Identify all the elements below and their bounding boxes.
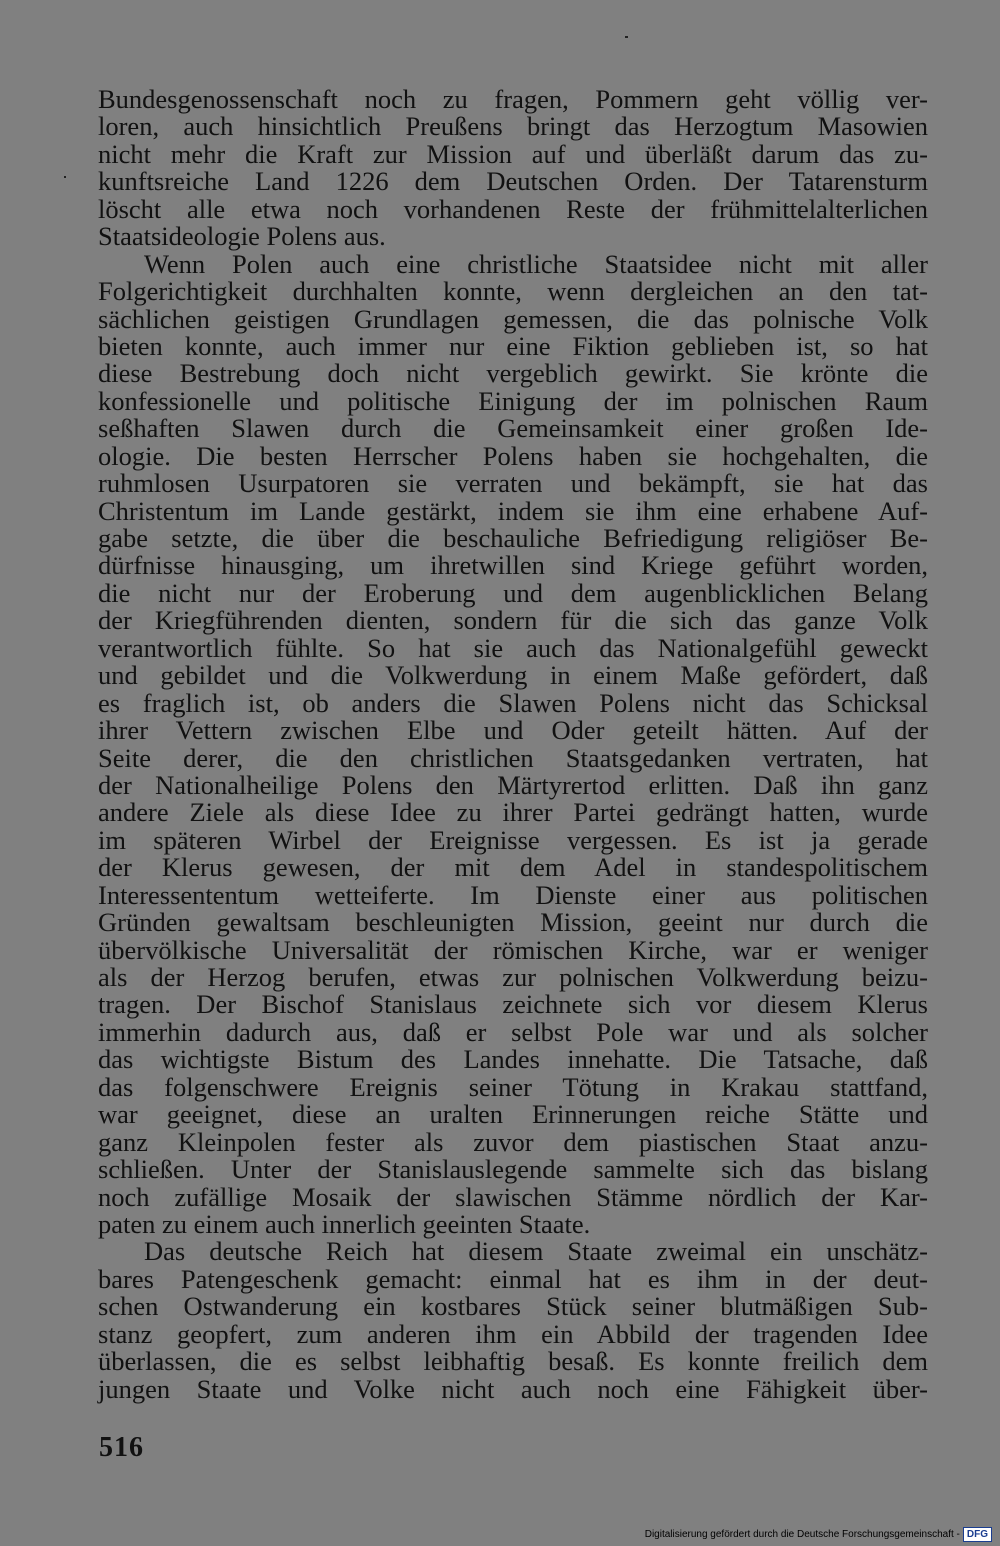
text-line: stanz geopfert, zum anderen ihm ein Abbild der tragenden Idee: [98, 1318, 928, 1349]
text-line: ologie. Die besten Herrscher Polens haben sie hochgehalten, die: [98, 440, 928, 471]
text-line: löscht alle etwa noch vorhandenen Reste der frühmittelalterlichen: [98, 193, 928, 224]
text-line: das wichtigste Bistum des Landes innehatte. Die Tatsache, daß: [98, 1044, 928, 1075]
text-line: schließen. Unter der Stanislauslegende sammelte sich das bislang: [98, 1154, 928, 1185]
text-line: immerhin dadurch aus, daß er selbst Pole war und als solcher: [98, 1016, 928, 1047]
text-line: Interessententum wetteiferte. Im Dienste einer aus politischen: [98, 879, 928, 910]
scan-speck: [625, 36, 628, 38]
text-line: übervölkische Universalität der römischen Kirche, war er weniger: [98, 934, 928, 965]
text-line: war geeignet, diese an uralten Erinnerungen reiche Stätte und: [98, 1099, 928, 1130]
text-line: loren, auch hinsichtlich Preußens bringt das Herzogtum Masowien: [98, 111, 928, 142]
dfg-logo: DFG: [963, 1527, 992, 1542]
body-text: [98, 86, 928, 1403]
text-line: es fraglich ist, ob anders die Slawen Polens nicht das Schicksal: [98, 687, 928, 718]
text-line: Bundesgenossenschaft noch zu fragen, Pommern geht völlig ver-: [98, 84, 928, 114]
text-line: sächlichen geistigen Grundlagen gemessen, die das polnische Volk: [98, 303, 928, 334]
text-line: jungen Staate und Volke nicht auch noch eine Fähigkeit über-: [98, 1373, 928, 1404]
page-number: 516: [99, 1432, 144, 1463]
text-line: andere Ziele als diese Idee zu ihrer Partei gedrängt hatten, wurde: [98, 797, 928, 828]
text-line: kunftsreiche Land 1226 dem Deutschen Orden. Der Tatarensturm: [98, 166, 928, 197]
text-line: tragen. Der Bischof Stanislaus zeichnete sich vor diesem Klerus: [98, 989, 928, 1020]
text-line: konfessionelle und politische Einigung der im polnischen Raum: [98, 385, 928, 416]
text-line: bieten konnte, auch immer nur eine Fiktion geblieben ist, so hat: [98, 330, 928, 361]
text-line: als der Herzog berufen, etwas zur polnischen Volkwerdung beizu-: [98, 962, 928, 992]
text-line: Staatsideologie Polens aus.: [98, 221, 386, 252]
text-line: Christentum im Lande gestärkt, indem sie ihm eine erhabene Auf-: [98, 495, 928, 526]
text-line: ganz Kleinpolen fester als zuvor dem piastischen Staat anzu-: [98, 1126, 928, 1157]
text-line: die nicht nur der Eroberung und dem augenblicklichen Belang: [98, 577, 928, 608]
text-line: Folgerichtigkeit durchhalten konnte, wenn dergleichen an den tat-: [98, 276, 928, 307]
text-line: schen Ostwanderung ein kostbares Stück seiner blutmäßigen Sub-: [98, 1291, 928, 1322]
text-line: das folgenschwere Ereignis seiner Tötung in Krakau stattfand,: [98, 1071, 928, 1102]
text-line: diese Bestrebung doch nicht vergeblich gewirkt. Sie krönte die: [98, 358, 928, 389]
text-line: Gründen gewaltsam beschleunigten Mission, geeint nur durch die: [98, 907, 928, 938]
text-line: paten zu einem auch innerlich geeinten Staate.: [98, 1208, 591, 1239]
text-line: gabe setzte, die über die beschauliche Befriedigung religiöser Be-: [98, 523, 928, 553]
text-line: Wenn Polen auch eine christliche Staatsidee nicht mit aller: [144, 248, 928, 279]
text-line: und gebildet und die Volkwerdung in einem Maße gefördert, daß: [98, 660, 928, 691]
text-line: Das deutsche Reich hat diesem Staate zweimal ein unschätz-: [144, 1236, 928, 1267]
scan-speck: [64, 176, 66, 178]
text-line: seßhaften Slawen durch die Gemeinsamkeit einer großen Ide-: [98, 413, 928, 444]
text-line: ruhmlosen Usurpatoren sie verraten und bekämpft, sie hat das: [98, 468, 928, 499]
text-line: dürfnisse hinausging, um ihretwillen sind Kriege geführt worden,: [98, 550, 928, 581]
text-line: der Klerus gewesen, der mit dem Adel in standespolitischem: [98, 852, 928, 883]
footer-credit: Digitalisierung gefördert durch die Deutsche Forschungsgemeinschaft -: [644, 1529, 960, 1540]
text-line: der Nationalheilige Polens den Märtyrertod erlitten. Daß ihn ganz: [98, 769, 928, 800]
text-line: der Kriegführenden dienten, sondern für die sich das ganze Volk: [98, 605, 928, 636]
text-line: Seite derer, die den christlichen Staatsgedanken vertraten, hat: [98, 742, 928, 773]
text-line: ihrer Vettern zwischen Elbe und Oder geteilt hätten. Auf der: [98, 715, 928, 746]
text-line: noch zufällige Mosaik der slawischen Stämme nördlich der Kar-: [98, 1181, 928, 1212]
text-line: bares Patengeschenk gemacht: einmal hat es ihm in der deut-: [98, 1263, 928, 1294]
text-line: im späteren Wirbel der Ereignisse vergessen. Es ist ja gerade: [98, 824, 928, 855]
text-line: nicht mehr die Kraft zur Mission auf und überläßt darum das zu-: [98, 138, 928, 169]
text-line: überlassen, die es selbst leibhaftig besaß. Es konnte freilich dem: [98, 1346, 928, 1377]
digitization-footer: [645, 1527, 992, 1542]
text-line: verantwortlich fühlte. So hat sie auch das Nationalgefühl geweckt: [98, 632, 928, 663]
